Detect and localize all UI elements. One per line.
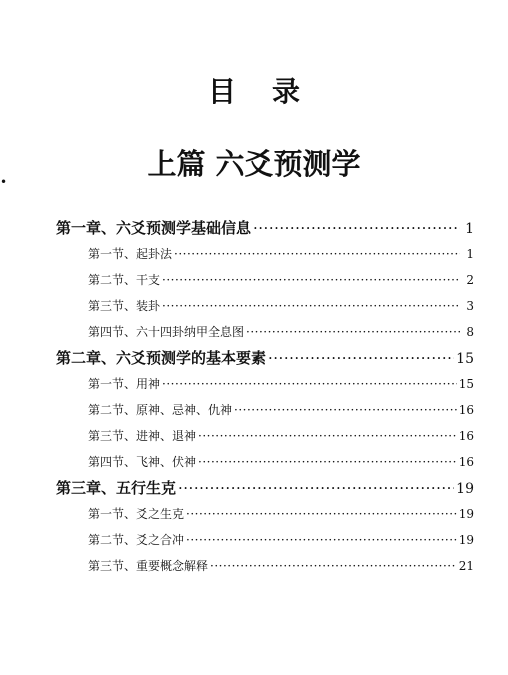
toc-page-number: 19: [456, 481, 474, 497]
toc-entry-label: 第三章、五行生克: [56, 479, 177, 497]
toc-section-entry: [56, 423, 474, 449]
toc-section-entry: [56, 241, 474, 267]
toc-section-entry: [56, 527, 474, 553]
dot-leader: [162, 293, 460, 319]
page-title: 目录: [207, 75, 336, 108]
toc-page-number: 1: [465, 221, 474, 237]
toc-page-number: 2: [466, 273, 474, 287]
dot-leader: [162, 371, 457, 397]
toc-entry-label: 第二节、原神、忌神、仇神: [88, 403, 233, 417]
margin-mark: •: [0, 175, 8, 189]
toc-page-number: 1: [466, 247, 474, 261]
toc-section-entry: [56, 397, 474, 423]
dot-leader: [162, 267, 460, 293]
toc-entry-label: 第三节、进神、退神: [88, 429, 197, 443]
toc-entry-label: 第四节、飞神、伏神: [88, 455, 197, 469]
toc-page-number: 15: [458, 377, 474, 391]
toc-section-entry: [56, 319, 474, 345]
toc-entry-label: 第四节、六十四卦纳甲全息图: [88, 325, 245, 339]
toc-section-entry: [56, 293, 474, 319]
dot-leader: [186, 501, 457, 527]
toc-chapter-entry: [56, 475, 474, 501]
toc-chapter-entry: [56, 345, 474, 371]
toc-page-number: 19: [458, 507, 474, 521]
dot-leader: [246, 319, 460, 345]
toc-page-number: 8: [466, 325, 474, 339]
dot-leader: [198, 449, 457, 475]
toc-section-entry: [56, 449, 474, 475]
part-title: 上篇 六爻预测学: [147, 147, 361, 181]
toc-entry-label: 第一节、爻之生克: [88, 507, 185, 521]
toc-page-number: 15: [456, 351, 474, 367]
toc-section-entry: [56, 371, 474, 397]
dot-leader: [234, 397, 457, 423]
toc-section-entry: [56, 267, 474, 293]
toc-entry-label: 第二章、六爻预测学的基本要素: [56, 349, 267, 367]
toc-page-number: 16: [458, 429, 474, 443]
dot-leader: [210, 553, 457, 579]
dot-leader: [268, 345, 454, 371]
toc-section-entry: [56, 501, 474, 527]
dot-leader: [198, 423, 457, 449]
dot-leader: [186, 527, 457, 553]
toc-entry-label: 第一节、起卦法: [88, 247, 173, 261]
toc-page-number: 19: [458, 533, 474, 547]
table-of-contents: [56, 215, 474, 579]
toc-entry-label: 第二节、干支: [88, 273, 161, 287]
toc-page-number: 16: [458, 403, 474, 417]
toc-page-number: 16: [458, 455, 474, 469]
dot-leader: [178, 475, 454, 501]
toc-entry-label: 第三节、装卦: [88, 299, 161, 313]
toc-entry-label: 第一节、用神: [88, 377, 161, 391]
toc-entry-label: 第一章、六爻预测学基础信息: [56, 219, 252, 237]
toc-page-number: 3: [466, 299, 474, 313]
dot-leader: [174, 241, 460, 267]
toc-page-number: 21: [458, 559, 474, 573]
toc-entry-label: 第二节、爻之合冲: [88, 533, 185, 547]
toc-entry-label: 第三节、重要概念解释: [88, 559, 209, 573]
toc-chapter-entry: [56, 215, 474, 241]
dot-leader: [253, 215, 460, 241]
toc-section-entry: [56, 553, 474, 579]
